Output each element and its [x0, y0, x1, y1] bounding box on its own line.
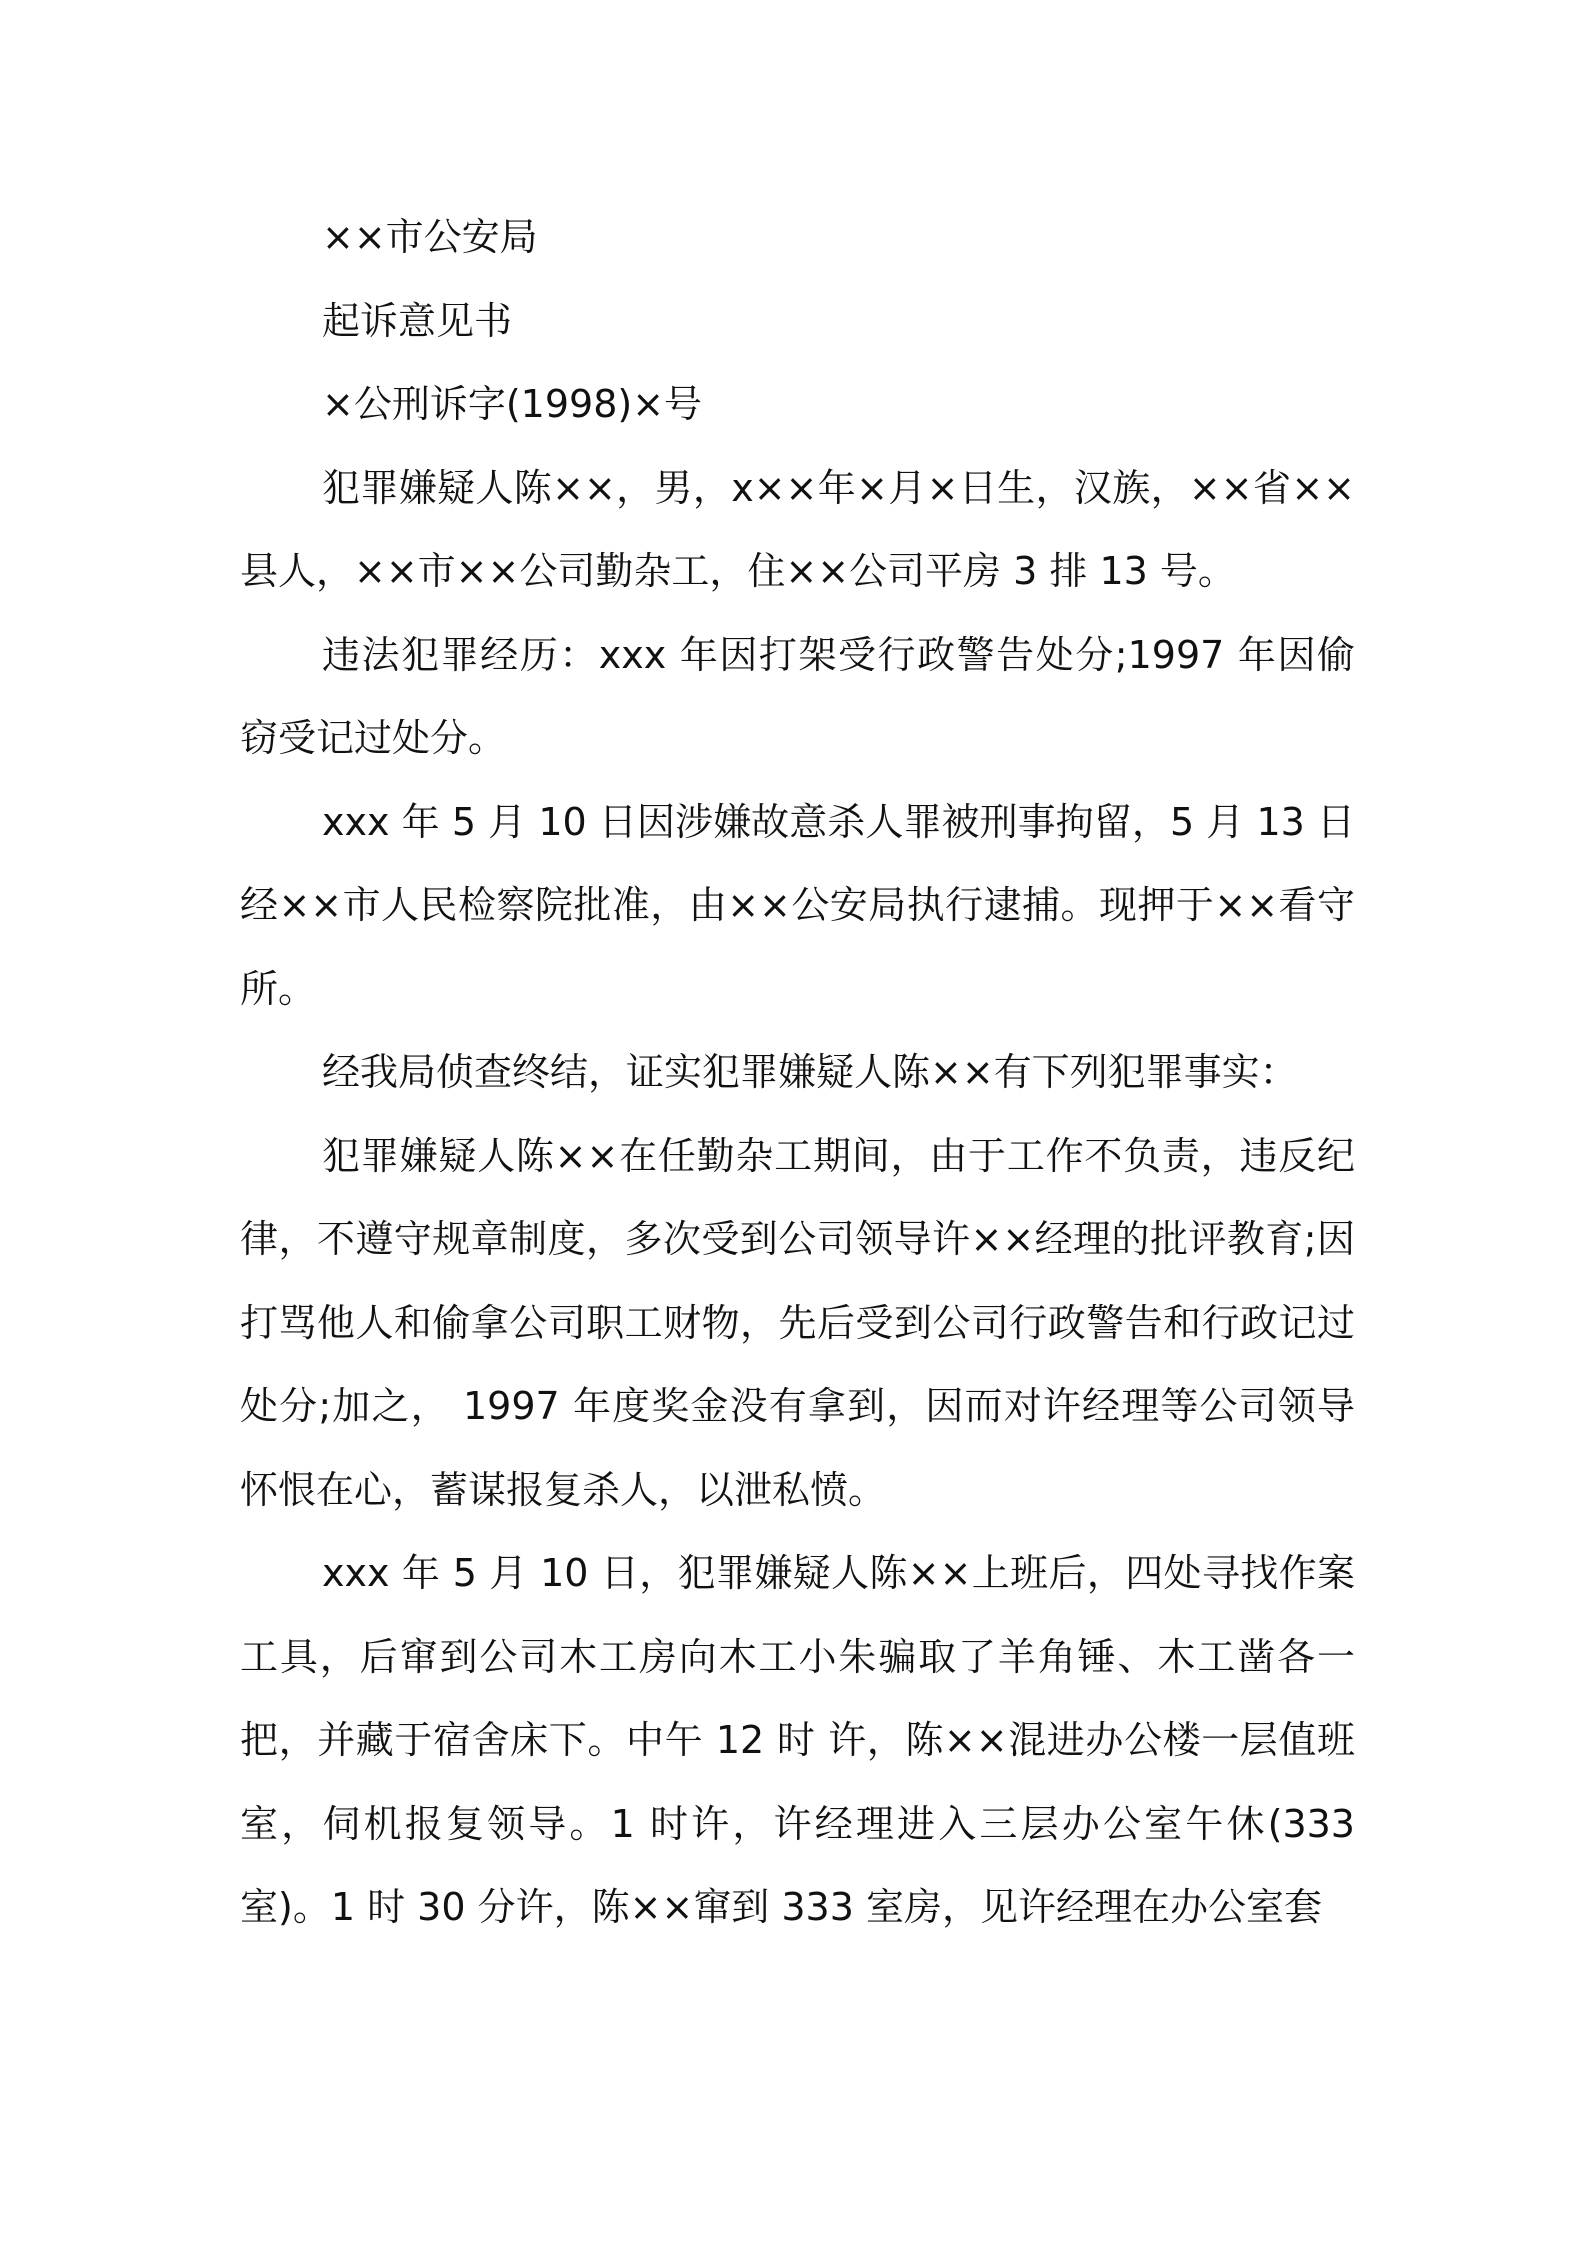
- issuing-authority: ××市公安局: [322, 215, 538, 259]
- detention-paragraph: xxx 年 5 月 10 日因涉嫌故意杀人罪被刑事拘留，5 月 13 日经××市人民检察院批准，由××公安局执行逮捕。现押于××看守所。: [240, 799, 1355, 1011]
- criminal-record-paragraph: 违法犯罪经历：xxx 年因打架受行政警告处分;1997 年因偷窃受记过处分。: [240, 632, 1355, 760]
- document-body: [240, 196, 1355, 1950]
- incident-paragraph: xxx 年 5 月 10 日，犯罪嫌疑人陈××上班后，四处寻找作案工具，后窜到公司木工房向木工小朱骗取了羊角锤、木工凿各一把，并藏于宿舍床下。中午 12 时 许，陈××混进办公楼一层值班室，伺机报复领导。1 时许，许经理进入三层办公室午休(333 室)。1 时 30 分许，陈××窜到 333 室房，见许经理在办公室套: [240, 1551, 1355, 1929]
- document-title: 起诉意见书: [322, 298, 513, 343]
- suspect-info-paragraph: 犯罪嫌疑人陈××，男，x××年×月×日生，汉族，××省××县人，××市××公司勤杂工，住××公司平房 3 排 13 号。: [240, 465, 1355, 593]
- investigation-conclusion-paragraph: 经我局侦查终结，证实犯罪嫌疑人陈××有下列犯罪事实：: [322, 1050, 1298, 1094]
- motive-paragraph: 犯罪嫌疑人陈××在任勤杂工期间，由于工作不负责，违反纪律，不遵守规章制度，多次受到公司领导许××经理的批评教育;因打骂他人和偷拿公司职工财物，先后受到公司行政警告和行政记过处分;加之， 1997 年度奖金没有拿到，因而对许经理等公司领导怀恨在心，蓄谋报复杀人，以泄私愤。: [240, 1133, 1355, 1512]
- document-number: ×公刑诉字(1998)×号: [322, 382, 703, 426]
